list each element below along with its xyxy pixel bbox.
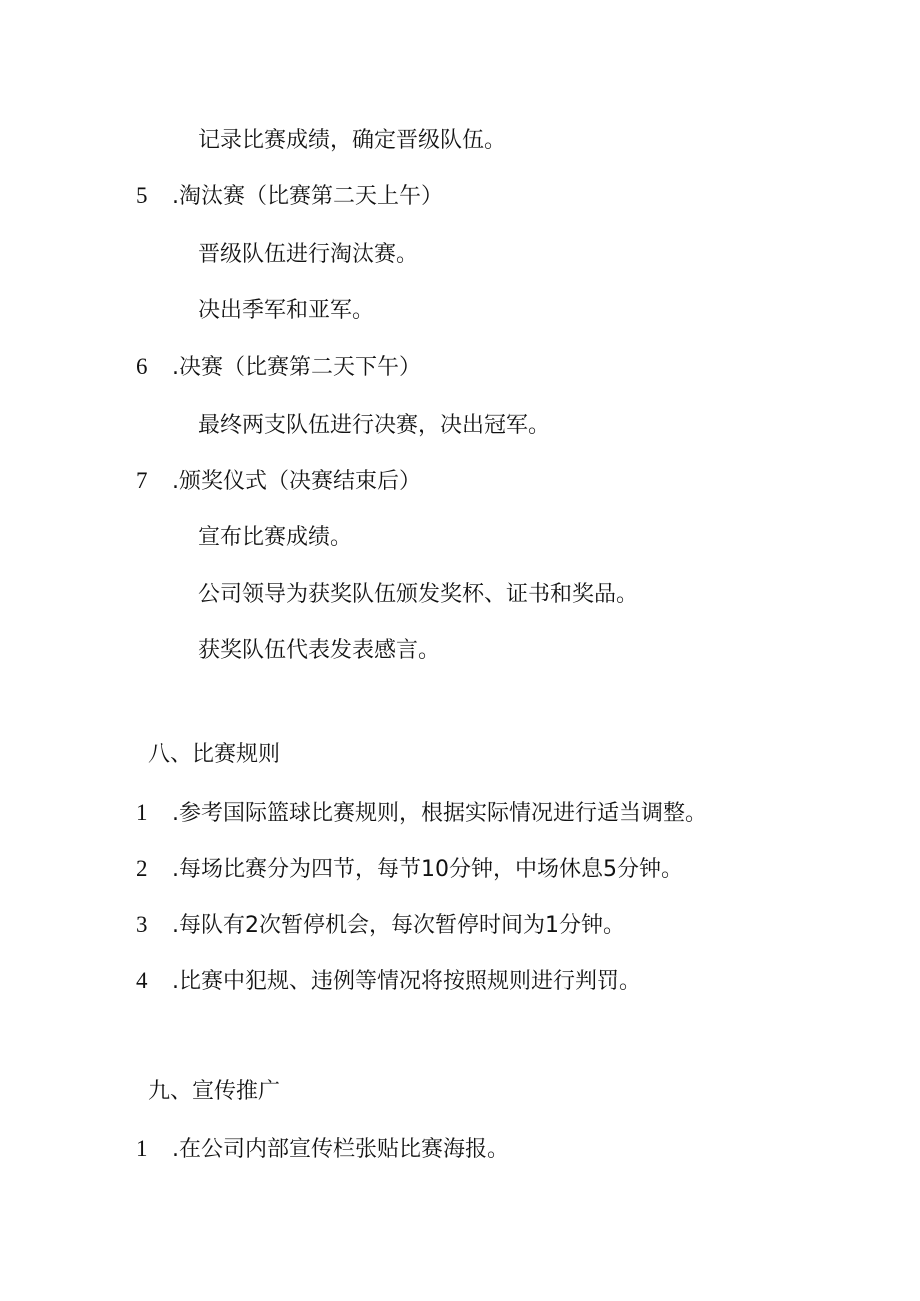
item-number: 6 [136, 354, 148, 379]
paragraph-line [198, 240, 418, 270]
paragraph-line [198, 636, 440, 666]
item-text: .在公司内部宣传栏张贴比赛海报。 [172, 1137, 509, 1162]
list-item [136, 854, 683, 885]
heading-text: 九、宣传推广 [148, 1079, 281, 1104]
item-text: .颁奖仪式（决赛结束后） [172, 469, 421, 494]
list-item [136, 1134, 509, 1165]
paragraph-line [198, 523, 352, 553]
list-item-heading [136, 466, 421, 497]
item-number: 5 [136, 183, 148, 208]
section-heading [148, 740, 280, 770]
paragraph-line [198, 126, 506, 156]
item-number: 2 [136, 856, 148, 881]
list-item [136, 910, 625, 941]
item-text: .比赛中犯规、违例等情况将按照规则进行判罚。 [172, 969, 641, 994]
item-text: .淘汰赛（比赛第二天上午） [172, 184, 443, 209]
paragraph-line [198, 411, 550, 441]
list-item [136, 798, 707, 829]
section-heading [148, 1077, 280, 1107]
item-text: .参考国际篮球比赛规则，根据实际情况进行适当调整。 [172, 801, 707, 826]
paragraph-line [198, 296, 374, 326]
item-number: 1 [136, 1136, 148, 1161]
list-item-heading [136, 352, 421, 383]
paragraph-line [198, 580, 638, 610]
line-text: 最终两支队伍进行决赛，决出冠军。 [198, 413, 551, 438]
item-number: 4 [136, 968, 148, 993]
heading-text: 八、比赛规则 [148, 742, 281, 767]
list-item-heading [136, 181, 443, 212]
line-text: 晋级队伍进行淘汰赛。 [198, 242, 419, 267]
line-text: 获奖队伍代表发表感言。 [198, 638, 441, 663]
line-text: 公司领导为获奖队伍颁发奖杯、证书和奖品。 [198, 582, 639, 607]
item-number: 3 [136, 912, 148, 937]
line-text: 决出季军和亚军。 [198, 298, 375, 323]
item-text: .每队有2次暂停机会，每次暂停时间为1分钟。 [172, 913, 625, 938]
item-text: .决赛（比赛第二天下午） [172, 355, 421, 380]
item-number: 1 [136, 800, 148, 825]
item-number: 7 [136, 468, 148, 493]
line-text: 记录比赛成绩，确定晋级队伍。 [198, 128, 507, 153]
line-text: 宣布比赛成绩。 [198, 525, 353, 550]
list-item [136, 966, 641, 997]
item-text: .每场比赛分为四节，每节10分钟，中场休息5分钟。 [172, 857, 683, 882]
